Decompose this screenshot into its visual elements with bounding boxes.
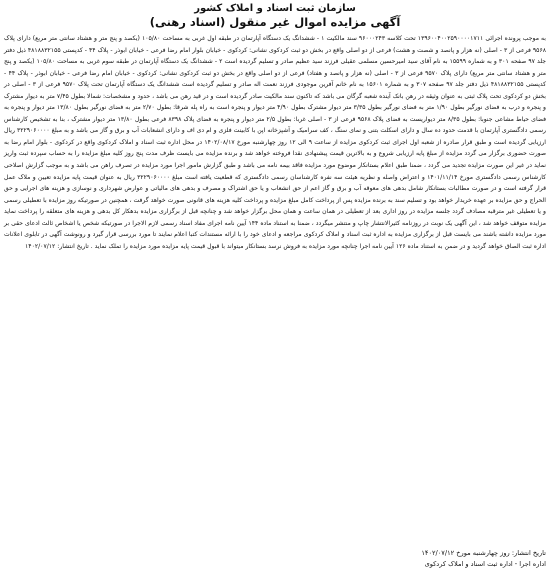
issuing-office: اداره اجرا - اداره ثبت اسناد و املاک کردکوی [424,560,546,568]
notice-body: به موجب پرونده اجرائی ۱۳۹۶۰۰۴۰۰۲۵۹۰۰۰۰۱۷۱۱ تحت کلاسه ۹۶۰۰۰۲۴۳ سند مالکیت ۱ - ششدانگ یک دستگاه آپارتمان در طبقه اول غربی به مساحت ۱۰۵/۸۰ (یکصد و پنج متر و هشتاد سانتی متر مربع) دارای پلاک ۹۵۶۸ فرعی از ۳ - اصلی (نه هزار و پانصد و شصت و هشت) فرعی از دو اصلی واقع در بخش دو ثبت کردکوی نشانی: کردکوی - خیابان بلوار امام رضا فرعی - خیابان ابوذر - پلاک ۴۴ - کدپستی ۴۸۱۸۸۳۲۱۵۵ ذیل دفتر جلد ۹۷ صفحه ۳۰۱ و به شماره ۱۵۵۹۹ به نام آقای سید امیرحسین مسلمی عقیلی فرزند سید عظیم صادر و تسلیم گردیده است ۲ - ششدانگ یک دستگاه آپارتمان در طبقه سوم غربی به مساحت ۱۰۵/۸۰ (یکصد و پنج متر و هشتاد سانتی متر مربع) دارای پلاک ۹۵۷۰ فرعی از ۳ - اصلی (نه هزار و پانصد و هفتاد) فرعی از دو اصلی واقع در بخش دو ثبت کردکوی نشانی: کردکوی - خیابان امام رضا فرعی - خیابان ابوذر - پلاک ۴۴ - کدپستی ۴۸۱۸۸۳۲۱۵۵ ذیل دفتر جلد ۹۷ صفحه ۳۰۷ و به شماره ۱۵۶۰۱ به نام خانم آفرین موجودی فرزند نعمت اله صادر و تسلیم گردیده است ششدانگ یک دستگاه آپارتمان تحت پلاک ۹۵۷۰ فرعی از ۳ - اصلی در بخش دو کردکوی تحت پلاک ثبتی به عنوان وثیقه در رهن بانک آینده شعبه گرگان می باشد که تاکنون سند مالکیت صادر گردیده است و در قید رهن می باشد ، حدود و مشخصات: شمالا بطول ۷/۴۵ متر به دیوار مشترک و پنجره و درب به فضای نورگیر بطول ۱/۹۰ متر به فضای نورگیر بطول ۳/۳۵ متر دیوار مشترک بطول ۴/۹۰ متر دیوار و پنجره است به راه پله شرقا: بطول ۲/۷۰ متر به فضای نورگیر بطول ۱۳/۸۰ متر دیوار و پنجره به فضای حیاط مشاعی جنوبا: بطول ۸/۳۵ متر دیواریست به فضای پلاک ۹۵۶۸ فرعی از ۳ - اصلی غربا: بطول ۲/۵ متر دیوار و پنجره به فضای پلاک ۸۳۹۸ فرعی بطول ۱۳/۸۰ متر دیوار مشترک ، بنا به تشخیص کارشناس رسمی دادگستری آپارتمان با قدمت حدود ده سال و دارای اسکلت بتنی و نمای سنگ ، کف سرامیک و آشپزخانه اپن با کابینت فلزی و ام دی اف و دارای انشعابات آب و برق و گاز می باشد و به مبلغ ۳۲۲۹۰۶۰۰۰۰ ریال ارزیابی گردیده است و طبق قرار صادره از شعبه اول اجرای ثبت کردکوی مزایده از ساعت ۹ الی ۱۲ روز چهارشنبه مورخ ۱۴۰۲/۰۸/۱۷ در محل اداره ثبت اسناد و املاک کردکوی واقع در کردکوی - بلوار امام رضا به صورت حضوری برگزار می گردد مزایده از مبلغ پایه ارزیابی شروع و به بالاترین قیمت پیشنهادی نقدا فروخته خواهد شد و برنده مزایده می بایست ظرف مدت پنج روز کلیه مبلغ مزایده را به حساب سپرده ثبت واریز نماید در غیر این صورت مزایده تجدید می گردد ، ضمنا طبق اعلام بستانکار موضوع مورد مزایده فاقد بیمه نامه می باشد و طبق گزارش مامور اجرا مورد مزایده در تصرف راهن می باشد و به موجب گزارش اصلاحی کارشناس رسمی دادگستری مورخ ۱۴۰۱/۱۱/۱۴ و اعتراض واصله و نظریه هیئت سه نفره کارشناسان رسمی دادگستری که قطعیت یافته است مبلغ ۳۲۲۹۰۶۰۰۰۰ ریال به عنوان قیمت پایه مزایده تعیین و ملاک عمل قرار گرفته است و در صورت مطالبات بستانکار شامل بدهی های معوقه آب و برق و گاز اعم از حق انشعاب و یا حق اشتراک و مصرف و بدهی های مالیاتی و عوارض شهرداری و نوسازی و هزینه های اجرایی و حق الحراج و حق مزایده بر عهده خریدار خواهد بود و تسلیم سند به برنده مزایده پس از پرداخت کامل مبلغ مزایده و پرداخت کلیه هزینه های قانونی صورت خواهد گرفت ، همچنین در صورتیکه روز مزایده با تعطیلی رسمی و یا تعطیلی غیر مترقبه مصادف گردد جلسه مزایده در روز اداری بعد از تعطیلی در همان ساعت و همان محل برگزار خواهد شد و چنانچه قبل از برگزاری مزایده بدهکار کل بدهی و هزینه های متعلقه را پرداخت نماید مزایده متوقف خواهد شد ، این آگهی یک نوبت در روزنامه کثیرالانتشار چاپ و منتشر میگردد ، ضمنا به استناد ماده ۱۴۴ آیین نامه اجرای مفاد اسناد رسمی لازم الاجرا در صورتیکه شخص یا اشخاص ثالث ادعای حقی بر مورد مزایده داشته باشند می بایست قبل از برگزاری مزایده به اداره ثبت اسناد و املاک کردکوی مراجعه و ادعای خود را با ارائه مستندات کتبا اعلام نمایند تا مورد بررسی قرار گیرد و رونوشت آگهی در تابلوی اعلانات اداره ثبت الصاق خواهد گردید و در ضمن به استناد ماده ۱۲۶ آیین نامه اجرا چنانچه مورد مزایده به فروش نرسد بستانکار میتواند با قبول قیمت پایه مزایده مورد مزایده را تملک نماید . تاریخ انتشار: ۱۴۰۲/۰۷/۱۲ [4,35,547,250]
notice-header [4,2,546,30]
notice-footer [421,548,546,570]
organization-name: سازمان ثبت اسناد و املاک کشور [194,3,356,14]
publish-date-line: تاریخ انتشار: روز چهارشنبه مورخ ۱۴۰۲/۰۷/۱۲ [421,549,546,557]
notice-title: آگهی مزایده اموال غیر منقول (اسناد رهنی) [149,15,401,29]
